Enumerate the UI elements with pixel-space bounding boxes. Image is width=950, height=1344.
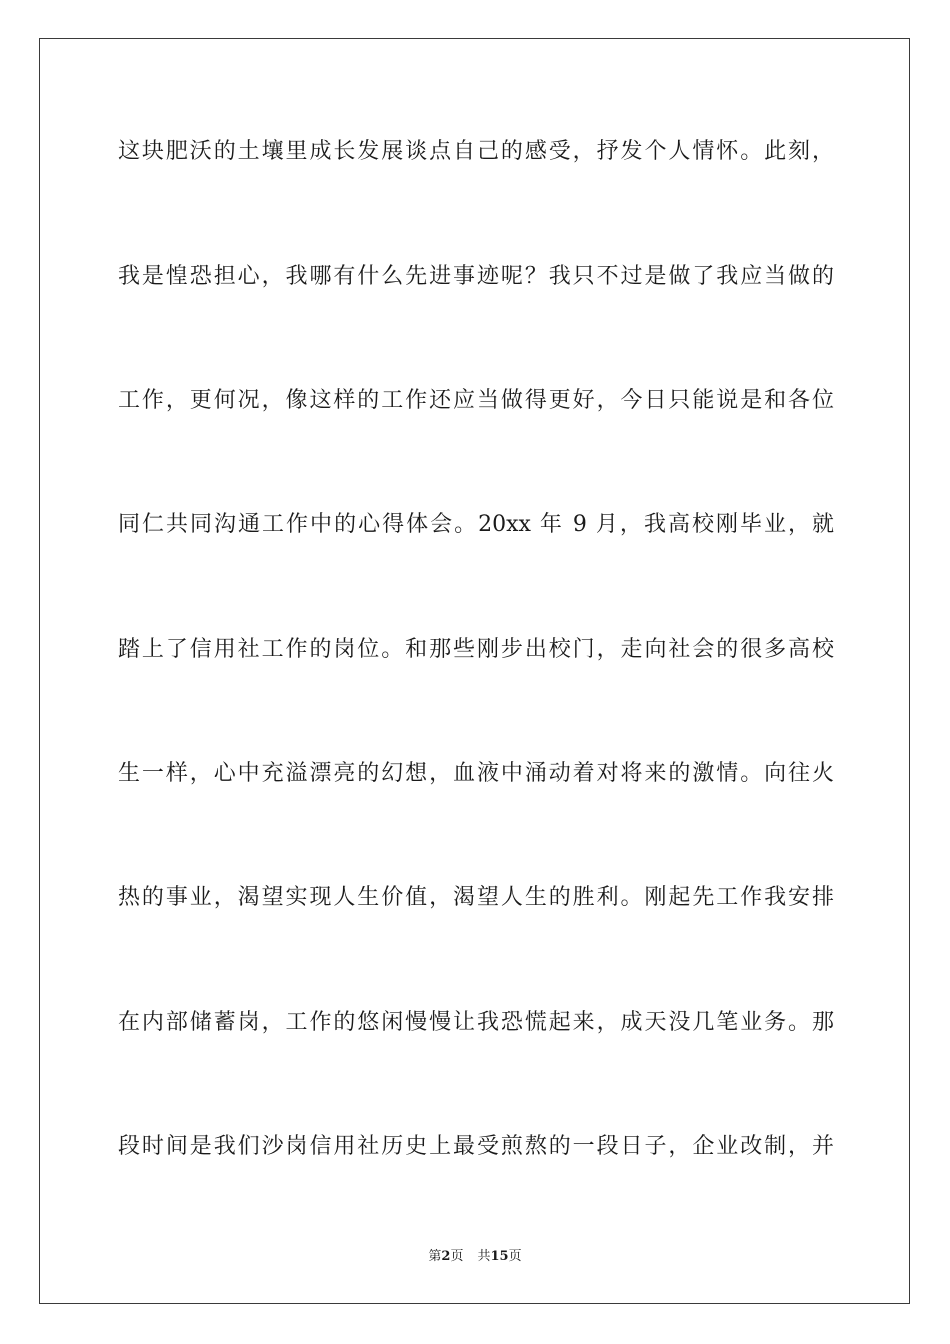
body-text-line: 段时间是我们沙岗信用社历史上最受煎熬的一段日子，企业改制，并 (118, 1134, 834, 1159)
page-border (39, 38, 910, 1304)
body-text-line: 这块肥沃的土壤里成长发展谈点自己的感受，抒发个人情怀。此刻， (118, 139, 834, 164)
body-text-line: 生一样，心中充溢漂亮的幻想，血液中涌动着对将来的激情。向往火 (118, 761, 834, 786)
total-pages: 15 (490, 1249, 509, 1264)
page-suffix: 页 (450, 1249, 464, 1264)
body-text-line: 同仁共同沟通工作中的心得体会。20xx 年 9 月，我高校刚毕业，就 (118, 512, 834, 537)
body-text-line: 踏上了信用社工作的岗位。和那些刚步出校门，走向社会的很多高校 (118, 637, 834, 662)
page-prefix: 第 (428, 1249, 442, 1264)
total-prefix: 共 (477, 1249, 491, 1264)
body-text-line: 工作，更何况，像这样的工作还应当做得更好，今日只能说是和各位 (118, 388, 834, 413)
body-text-line: 在内部储蓄岗，工作的悠闲慢慢让我恐慌起来，成天没几笔业务。那 (118, 1010, 834, 1035)
page-footer (0, 1248, 950, 1266)
body-text-line: 我是惶恐担心，我哪有什么先进事迹呢？我只不过是做了我应当做的 (118, 264, 834, 289)
total-suffix: 页 (508, 1249, 522, 1264)
body-text-line: 热的事业，渴望实现人生价值，渴望人生的胜利。刚起先工作我安排 (118, 885, 834, 910)
page-number: 2 (441, 1249, 451, 1264)
